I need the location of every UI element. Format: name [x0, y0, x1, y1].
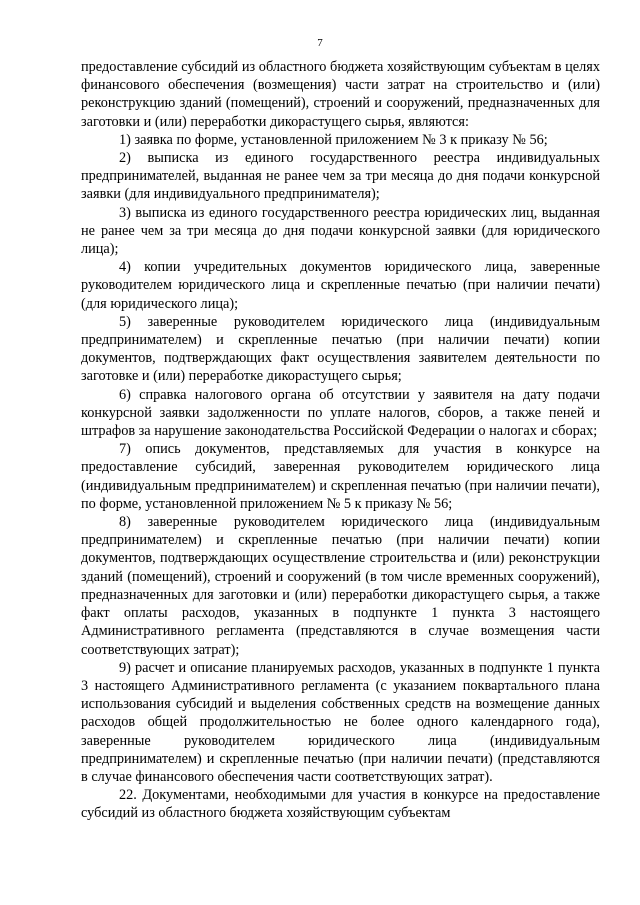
- page-number: 7: [317, 37, 323, 49]
- paragraph-intro: предоставление субсидий из областного бюджета хозяйствующим субъектам в целях финансового обеспечения (возмещения) части затрат на строительство и (или) реконструкцию зданий (помещений), строений и сооружений, предназначенных для заготовки и (или) переработки дикорастущего сырья, являются:: [81, 59, 600, 130]
- list-item-8: 8) заверенные руководителем юридического лица (индивидуальным предпринимателем) и скрепленные печатью (при наличии печати) копии документов, подтверждающих осуществление строительства и (или) реконструкции зданий (помещений), строений и сооружений (в том числе временных сооружений), предназначенных для заготовки и (или) переработки дикорастущего сырья, а также факт оплаты расходов, указанных в подпункте 1 пункта 3 настоящего Административного регламента (представляются в случае возмещения части соответствующих затрат);: [81, 514, 600, 658]
- list-item-3: 3) выписка из единого государственного реестра юридических лиц, выданная не ранее чем за три месяца до дня подачи конкурсной заявки (для юридического лица);: [81, 204, 600, 258]
- list-item-2: 2) выписка из единого государственного реестра индивидуальных предпринимателей, выданная не ранее чем за три месяца до дня подачи конкурсной заявки (для индивидуального предпринимателя);: [81, 150, 600, 203]
- list-item-4: 4) копии учредительных документов юридического лица, заверенные руководителем юридического лица и скрепленные печатью (при наличии печати) (для юридического лица);: [81, 259, 600, 312]
- list-item-6: 6) справка налогового органа об отсутствии у заявителя на дату подачи конкурсной заявки задолженности по уплате налогов, сборов, а также пеней и штрафов за нарушение законодательства Российской Федерации о налогах и сборах;: [81, 386, 600, 440]
- document-body: [81, 58, 600, 823]
- list-item-7: 7) опись документов, представляемых для участия в конкурсе на предоставление субсидий, заверенная руководителем юридического лица (индивидуальным предпринимателем) и скрепленная печатью (при наличии печати), по форме, установленной приложением № 5 к приказу № 56;: [81, 441, 600, 512]
- list-item-1: 1) заявка по форме, установленной приложением № 3 к приказу № 56;: [119, 131, 548, 148]
- list-item-5: 5) заверенные руководителем юридического лица (индивидуальным предпринимателем) и скрепленные печатью (при наличии печати) копии документов, подтверждающих факт осуществления заявителем деятельности по заготовке и (или) переработке дикорастущего сырья;: [81, 313, 600, 385]
- list-item-9: 9) расчет и описание планируемых расходов, указанных в подпункте 1 пункта 3 настоящего Административного регламента (с указанием поквартального плана использования субсидий и выделения собственных средств на возмещение данных расходов общей продолжительностью не более одного календарного года), заверенные руководителем юридического лица (индивидуальным предпринимателем) и скрепленные печатью (при наличии печати) (представляются в случае финансового обеспечения части соответствующих затрат).: [81, 659, 600, 785]
- paragraph-22: 22. Документами, необходимыми для участия в конкурсе на предоставление субсидий из областного бюджета хозяйствующим субъектам: [81, 787, 600, 822]
